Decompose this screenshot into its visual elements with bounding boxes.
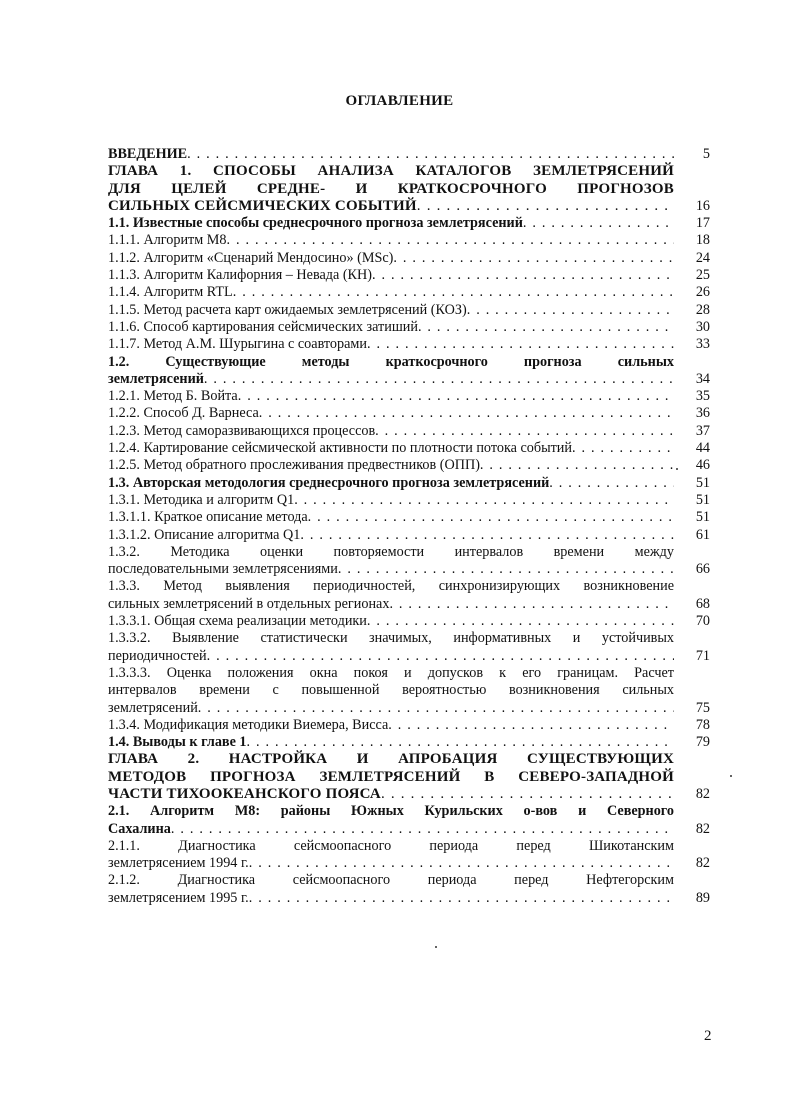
toc-entry-text — [108, 354, 674, 389]
toc-entry-title: 1.2.1. Метод Б. Войта — [108, 388, 238, 405]
toc-entry-page: 34 — [695, 370, 710, 387]
dot-leader — [549, 475, 674, 492]
toc-entry-title: Сахалина — [108, 820, 171, 837]
toc-entry-text — [108, 284, 674, 301]
toc-entry[interactable] — [108, 267, 710, 284]
toc-entry-page: 24 — [695, 249, 710, 266]
toc-entry-title: 1.1.1. Алгоритм М8 — [108, 232, 227, 249]
toc-entry-title: 1.2.4. Картирование сейсмической активности по плотности потока событий — [108, 440, 572, 457]
toc-entry-page: 71 — [695, 647, 710, 664]
toc-entry[interactable] — [108, 838, 710, 873]
page-title: ОГЛАВЛЕНИЕ — [345, 93, 454, 109]
toc-entry-page: 78 — [695, 716, 710, 733]
toc-entry[interactable] — [108, 423, 710, 440]
toc-entry[interactable] — [108, 319, 710, 336]
toc-entry[interactable] — [108, 734, 710, 751]
toc-entry-text — [108, 405, 674, 422]
dot-leader — [247, 734, 674, 751]
toc-entry-text — [108, 665, 674, 717]
dot-leader — [171, 821, 674, 838]
dot-leader — [572, 440, 674, 457]
dot-leader — [204, 371, 674, 388]
toc-entry-page: 51 — [695, 491, 710, 508]
toc-entry-text — [108, 319, 674, 336]
dot-leader — [249, 855, 674, 872]
toc-entry-page: 30 — [695, 318, 710, 335]
toc-entry-page: 46 — [695, 457, 710, 474]
toc-entry-text — [108, 146, 674, 163]
toc-entry[interactable] — [108, 146, 710, 163]
toc-entry-title: 1.3.1.2. Описание алгоритма Q1 — [108, 526, 301, 543]
toc-entry-text — [108, 717, 674, 734]
toc-entry-text — [108, 215, 674, 232]
toc-entry-text — [108, 336, 674, 353]
toc-entry-title: землетрясений — [108, 370, 204, 387]
toc-entry[interactable] — [108, 475, 710, 492]
toc-entry-title: 1.1.2. Алгоритм «Сценарий Мендосино» (MSc) — [108, 249, 394, 266]
toc-entry-text — [108, 232, 674, 249]
dot-leader — [417, 198, 674, 215]
toc-entry-title: 1.1.5. Метод расчета карт ожидаемых землетрясений (КОЗ) — [108, 301, 467, 318]
toc-entry-page: 66 — [695, 561, 710, 578]
toc-entry-page: 28 — [695, 301, 710, 318]
toc-entry-page: 70 — [695, 613, 710, 630]
toc-entry-line: 1.2. Существующие методы краткосрочного прогноза сильных — [108, 353, 674, 370]
page-number: 2 — [704, 1028, 712, 1044]
dot-leader — [308, 509, 674, 526]
toc-entry[interactable] — [108, 405, 710, 422]
toc-entry-line: 1.3.3. Метод выявления периодичностей, синхронизирующих возникновение — [108, 578, 674, 595]
toc-entry-title: сильных землетрясений в отдельных регионах — [108, 595, 390, 612]
toc-entry[interactable] — [108, 163, 710, 215]
toc-entry-title: ВВЕДЕНИЕ — [108, 146, 188, 162]
toc-entry-text — [108, 267, 674, 284]
toc-entry-title: 1.2.2. Способ Д. Варнеса — [108, 405, 259, 422]
dot-leader — [233, 284, 674, 301]
dot-leader — [375, 423, 674, 440]
toc-entry-page: 5 — [702, 146, 710, 162]
toc-entry-page: 82 — [695, 855, 710, 872]
toc-entry-line: 2.1.2. Диагностика сейсмоопасного периода перед Нефтегорским — [108, 872, 674, 889]
dot-leader — [187, 146, 674, 163]
toc-entry[interactable] — [108, 509, 710, 526]
toc-entry[interactable] — [108, 388, 710, 405]
scan-speck — [435, 946, 437, 948]
toc-entry-page: 61 — [695, 526, 710, 543]
toc-entry-text — [108, 751, 674, 803]
toc-entry-title: 1.3.3.1. Общая схема реализации методики — [108, 613, 367, 630]
toc-entry-title: последовательными землетрясениями — [108, 561, 338, 578]
toc-entry-page: 82 — [695, 785, 710, 802]
toc-entry-page: 79 — [695, 734, 710, 751]
toc-entry[interactable] — [108, 544, 710, 579]
toc-entry-title: 1.2.5. Метод обратного прослеживания предвестников (ОПП) — [108, 457, 480, 474]
toc-entry-line: интервалов времени с повышенной вероятностью возникновения сильных — [108, 682, 674, 699]
toc-entry-line: ГЛАВА 1. СПОСОБЫ АНАЛИЗА КАТАЛОГОВ ЗЕМЛЕТРЯСЕНИЙ — [108, 163, 674, 180]
toc-entry-line: 2.1. Алгоритм M8: районы Южных Курильских о-вов и Северного — [108, 803, 674, 820]
toc-entry-title: 1.1.4. Алгоритм RTL — [108, 284, 233, 301]
dot-leader — [389, 596, 674, 613]
dot-leader — [294, 492, 674, 509]
toc-entry[interactable] — [108, 630, 710, 665]
dot-leader — [226, 232, 674, 249]
toc-entry-title: землетрясением 1994 г. — [108, 855, 249, 872]
dot-leader — [338, 561, 674, 578]
toc-entry[interactable] — [108, 215, 710, 232]
toc-entry-title: ЧАСТИ ТИХООКЕАНСКОГО ПОЯСА — [108, 785, 381, 802]
dot-leader — [467, 302, 674, 319]
toc-entry-text — [108, 734, 674, 751]
dot-leader — [249, 890, 674, 907]
toc-entry-title: 1.1.3. Алгоритм Калифорния – Невада (КН) — [108, 267, 372, 284]
toc-entry-page: 82 — [695, 820, 710, 837]
toc-entry[interactable] — [108, 336, 710, 353]
toc-entry-page: 35 — [695, 388, 710, 405]
toc-entry[interactable] — [108, 665, 710, 717]
dot-leader — [393, 250, 674, 267]
toc-entry-page: 18 — [695, 232, 710, 249]
toc-entry-text — [108, 302, 674, 319]
toc-entry-line: ГЛАВА 2. НАСТРОЙКА И АПРОБАЦИЯ СУЩЕСТВУЮЩИХ — [108, 751, 674, 768]
scan-speck — [730, 775, 732, 777]
dot-leader — [238, 388, 674, 405]
toc-entry[interactable] — [108, 717, 710, 734]
toc-entry[interactable] — [108, 440, 710, 457]
dot-leader — [381, 786, 674, 803]
toc-entry[interactable] — [108, 284, 710, 301]
toc-entry[interactable] — [108, 872, 710, 907]
toc-entry-title: 1.2.3. Метод саморазвивающихся процессов — [108, 422, 376, 439]
dot-leader — [367, 613, 674, 630]
toc-entry-title: периодичностей — [108, 647, 207, 664]
toc-entry-text — [108, 838, 674, 873]
dot-leader — [418, 319, 674, 336]
toc-entry-title: 1.3. Авторская методология среднесрочного прогноза землетрясений — [108, 474, 550, 491]
table-of-contents — [108, 146, 710, 907]
toc-entry-line: 2.1.1. Диагностика сейсмоопасного периода перед Шикотанским — [108, 837, 674, 854]
dot-leader — [259, 405, 674, 422]
toc-entry-text — [108, 423, 674, 440]
dot-leader — [300, 527, 674, 544]
toc-entry-page: 75 — [695, 699, 710, 716]
toc-entry[interactable] — [108, 492, 710, 509]
toc-entry[interactable] — [108, 527, 710, 544]
toc-entry-line: ДЛЯ ЦЕЛЕЙ СРЕДНЕ- И КРАТКОСРОЧНОГО ПРОГНОЗОВ — [108, 180, 674, 197]
toc-entry-page: 26 — [695, 284, 710, 301]
toc-entry-page: 89 — [695, 889, 710, 906]
toc-entry-page: 16 — [695, 197, 710, 214]
toc-entry-page: 33 — [695, 336, 710, 353]
toc-entry-text — [108, 527, 674, 544]
toc-entry-text — [108, 440, 674, 457]
toc-entry-page: 36 — [695, 405, 710, 422]
toc-entry[interactable] — [108, 302, 710, 319]
toc-entry-text — [108, 250, 674, 267]
toc-entry-page: 68 — [695, 595, 710, 612]
toc-entry[interactable] — [108, 457, 710, 474]
toc-entry-page: 37 — [695, 422, 710, 439]
toc-entry-text — [108, 388, 674, 405]
scan-speck — [676, 468, 678, 470]
toc-entry-page: 17 — [695, 215, 710, 232]
toc-entry-text — [108, 630, 674, 665]
toc-entry[interactable] — [108, 751, 710, 803]
toc-entry-page: 25 — [695, 267, 710, 284]
toc-entry[interactable] — [108, 613, 710, 630]
toc-entry-title: 1.3.1. Методика и алгоритм Q1 — [108, 491, 295, 508]
toc-entry-page: 44 — [695, 440, 710, 457]
dot-leader — [480, 457, 674, 474]
toc-entry[interactable] — [108, 578, 710, 613]
toc-entry-text — [108, 492, 674, 509]
dot-leader — [198, 700, 674, 717]
toc-entry-title: 1.1. Известные способы среднесрочного прогноза землетрясений — [108, 215, 523, 232]
toc-entry[interactable] — [108, 803, 710, 838]
toc-entry-text — [108, 544, 674, 579]
dot-leader — [372, 267, 674, 284]
toc-entry[interactable] — [108, 250, 710, 267]
toc-entry-title: 1.3.4. Модификация методики Виемера, Висса — [108, 716, 389, 733]
toc-entry-text — [108, 475, 674, 492]
toc-entry-title: землетрясением 1995 г. — [108, 889, 249, 906]
dot-leader — [207, 648, 674, 665]
dot-leader — [388, 717, 674, 734]
toc-entry-title: 1.1.7. Метод А.М. Шурыгина с соавторами — [108, 336, 367, 353]
toc-entry-text — [108, 509, 674, 526]
toc-entry-title: 1.4. Выводы к главе 1 — [108, 734, 247, 751]
toc-entry-title: 1.3.1.1. Краткое описание метода — [108, 509, 308, 526]
toc-entry-line: 1.3.2. Методика оценки повторяемости интервалов времени между — [108, 543, 674, 560]
dot-leader — [367, 336, 674, 353]
toc-entry-text — [108, 457, 674, 474]
toc-entry-title: 1.1.6. Способ картирования сейсмических затиший — [108, 318, 418, 335]
toc-entry-line: МЕТОДОВ ПРОГНОЗА ЗЕМЛЕТРЯСЕНИЙ В СЕВЕРО-ЗАПАДНОЙ — [108, 768, 674, 785]
toc-entry-text — [108, 613, 674, 630]
toc-entry-page: 51 — [695, 509, 710, 526]
toc-entry-text — [108, 803, 674, 838]
toc-entry-line: 1.3.3.3. Оценка положения окна покоя и допусков к его границам. Расчет — [108, 664, 674, 681]
toc-entry[interactable] — [108, 354, 710, 389]
toc-entry-page: 51 — [695, 474, 710, 491]
toc-entry-title: СИЛЬНЫХ СЕЙСМИЧЕСКИХ СОБЫТИЙ — [108, 197, 417, 214]
dot-leader — [523, 215, 674, 232]
toc-entry-text — [108, 163, 674, 215]
toc-entry-text — [108, 872, 674, 907]
toc-entry-line: 1.3.3.2. Выявление статистически значимых, информативных и устойчивых — [108, 630, 674, 647]
toc-entry-text — [108, 578, 674, 613]
toc-entry-title: землетрясений — [108, 699, 198, 716]
toc-entry[interactable] — [108, 232, 710, 249]
